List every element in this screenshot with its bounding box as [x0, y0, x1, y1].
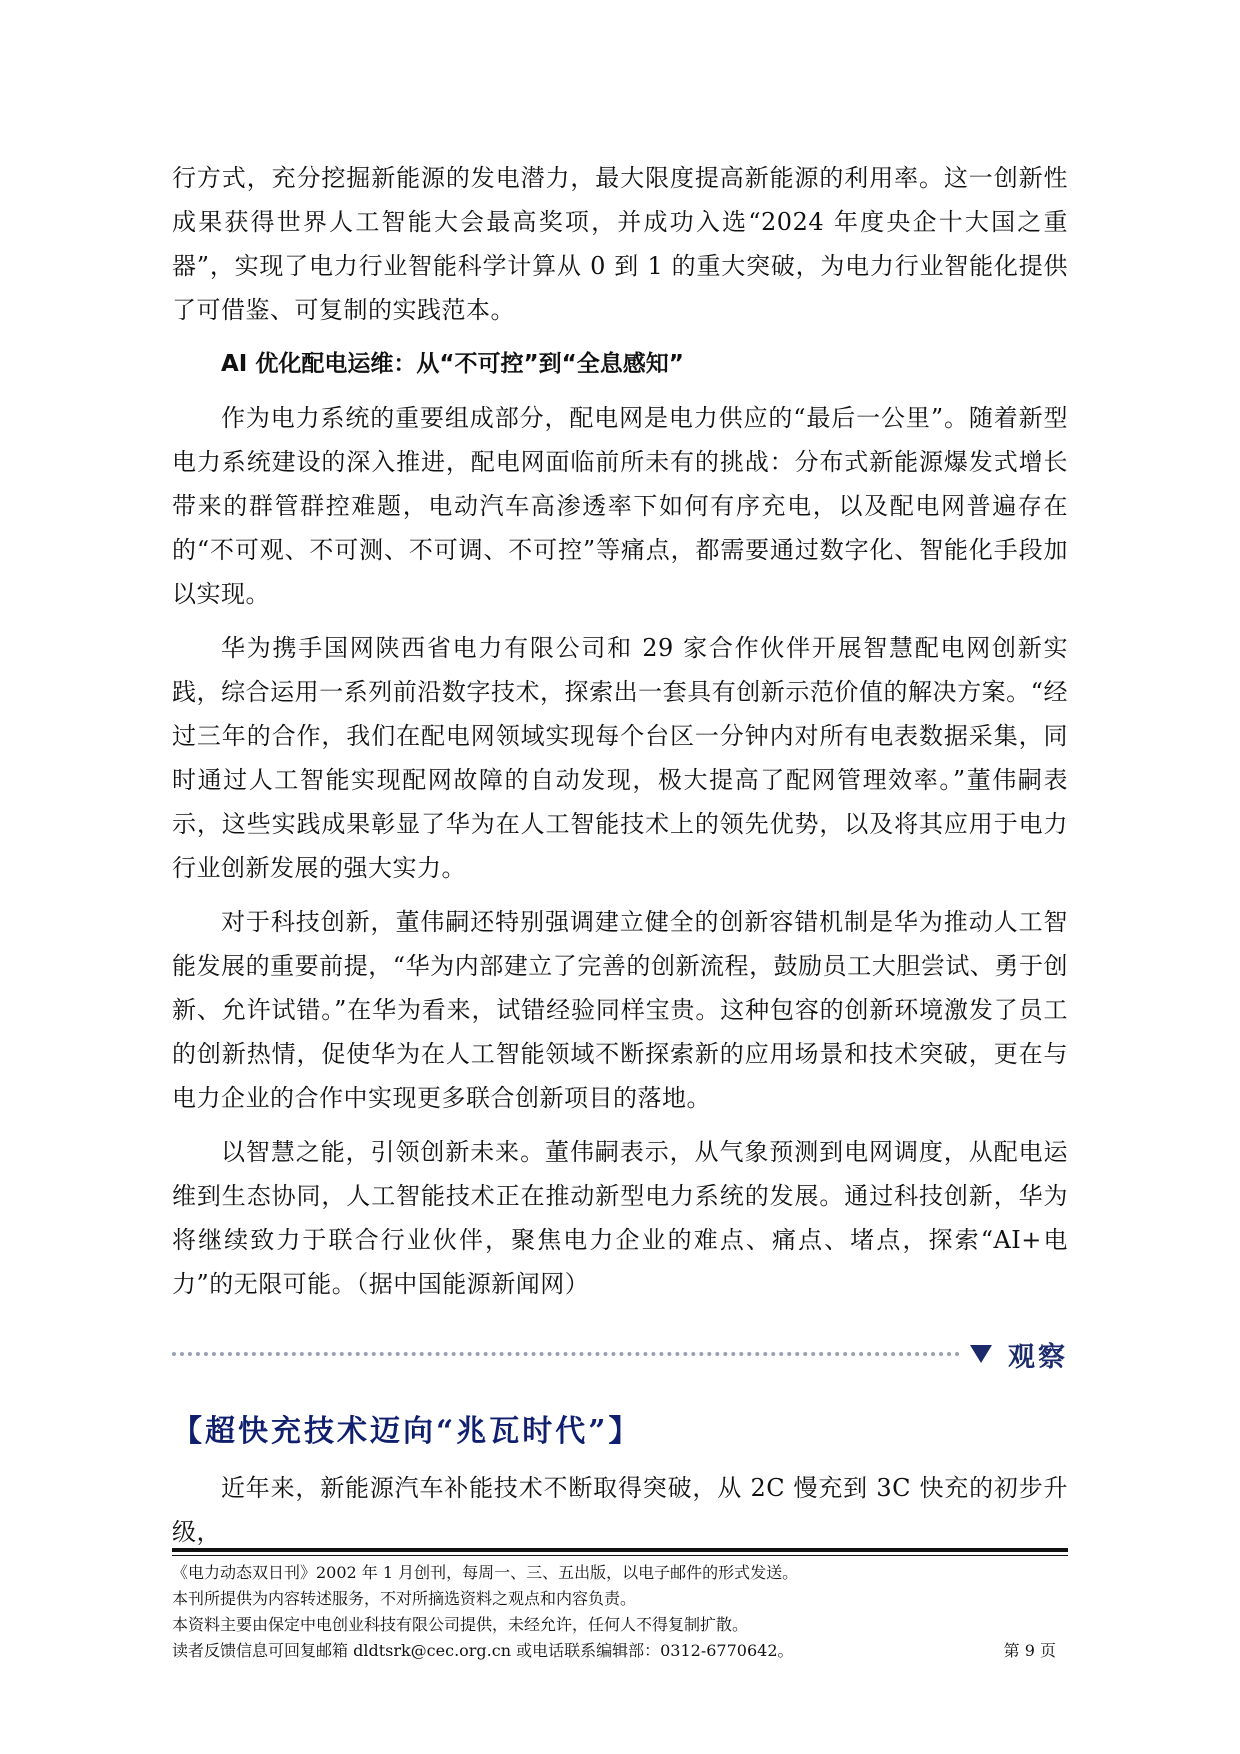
section-label: 观察	[1008, 1341, 1068, 1373]
article-body	[172, 156, 1068, 1316]
page-number: 第 9 页	[1003, 1641, 1056, 1660]
footer	[172, 1560, 1068, 1664]
paragraph-2: 作为电力系统的重要组成部分，配电网是电力供应的“最后一公里”。随着新型电力系统建设的深入推进，配电网面临前所未有的挑战：分布式新能源爆发式增长带来的群管群控难题，电动汽车高渗透率下如何有序充电，以及配电网普遍存在的“不可观、不可测、不可调、不可控”等痛点，都需要通过数字化、智能化手段加以实现。	[172, 404, 1068, 608]
article-title: 【超快充技术迈向“兆瓦时代”】	[172, 1414, 642, 1449]
dotted-rule	[172, 1352, 960, 1356]
footer-line-3: 本资料主要由保定中电创业科技有限公司提供，未经允许，任何人不得复制扩散。	[172, 1615, 749, 1634]
subheading: AI 优化配电运维：从“不可控”到“全息感知”	[221, 351, 684, 377]
paragraph-4: 对于科技创新，董伟嗣还特别强调建立健全的创新容错机制是华为推动人工智能发展的重要前提，“华为内部建立了完善的创新流程，鼓励员工大胆尝试、勇于创新、允许试错。”在华为看来，试错经验同样宝贵。这种包容的创新环境激发了员工的创新热情，促使华为在人工智能领域不断探索新的应用场景和技术突破，更在与电力企业的合作中实现更多联合创新项目的落地。	[172, 908, 1068, 1112]
paragraph-1: 行方式，充分挖掘新能源的发电潜力，最大限度提高新能源的利用率。这一创新性成果获得世界人工智能大会最高奖项，并成功入选“2024 年度央企十大国之重器”，实现了电力行业智能科学计算从 0 到 1 的重大突破，为电力行业智能化提供了可借鉴、可复制的实践范本。	[172, 164, 1068, 324]
footer-contact: 读者反馈信息可回复邮箱 dldtsrk@cec.org.cn 或电话联系编辑部：0312-6770642。	[172, 1641, 794, 1660]
paragraph-3: 华为携手国网陕西省电力有限公司和 29 家合作伙伴开展智慧配电网创新实践，综合运用一系列前沿数字技术，探索出一套具有创新示范价值的解决方案。“经过三年的合作，我们在配电网领域实现每个台区一分钟内对所有电表数据采集，同时通过人工智能实现配网故障的自动发现，极大提高了配网管理效率。”董伟嗣表示，这些实践成果彰显了华为在人工智能技术上的领先优势，以及将其应用于电力行业创新发展的强大实力。	[172, 634, 1068, 882]
footer-line-1: 《电力动态双日刊》2002 年 1 月创刊，每周一、三、五出版，以电子邮件的形式发送。	[172, 1563, 799, 1582]
paragraph-5: 以智慧之能，引领创新未来。董伟嗣表示，从气象预测到电网调度，从配电运维到生态协同，人工智能技术正在推动新型电力系统的发展。通过科技创新，华为将继续致力于联合行业伙伴，聚焦电力企业的难点、痛点、堵点，探索“AI+电力”的无限可能。（据中国能源新闻网）	[172, 1138, 1068, 1298]
footer-line-4-row	[172, 1638, 1068, 1664]
triangle-down-icon	[970, 1345, 992, 1363]
lead-paragraph: 近年来，新能源汽车补能技术不断取得突破，从 2C 慢充到 3C 快充的初步升级，	[172, 1474, 1068, 1546]
footer-line-2: 本刊所提供为内容转述服务，不对所摘选资料之观点和内容负责。	[172, 1589, 637, 1608]
footer-rule-thin	[172, 1555, 1068, 1556]
section-divider	[172, 1334, 1068, 1374]
footer-rule-thick	[172, 1548, 1068, 1552]
